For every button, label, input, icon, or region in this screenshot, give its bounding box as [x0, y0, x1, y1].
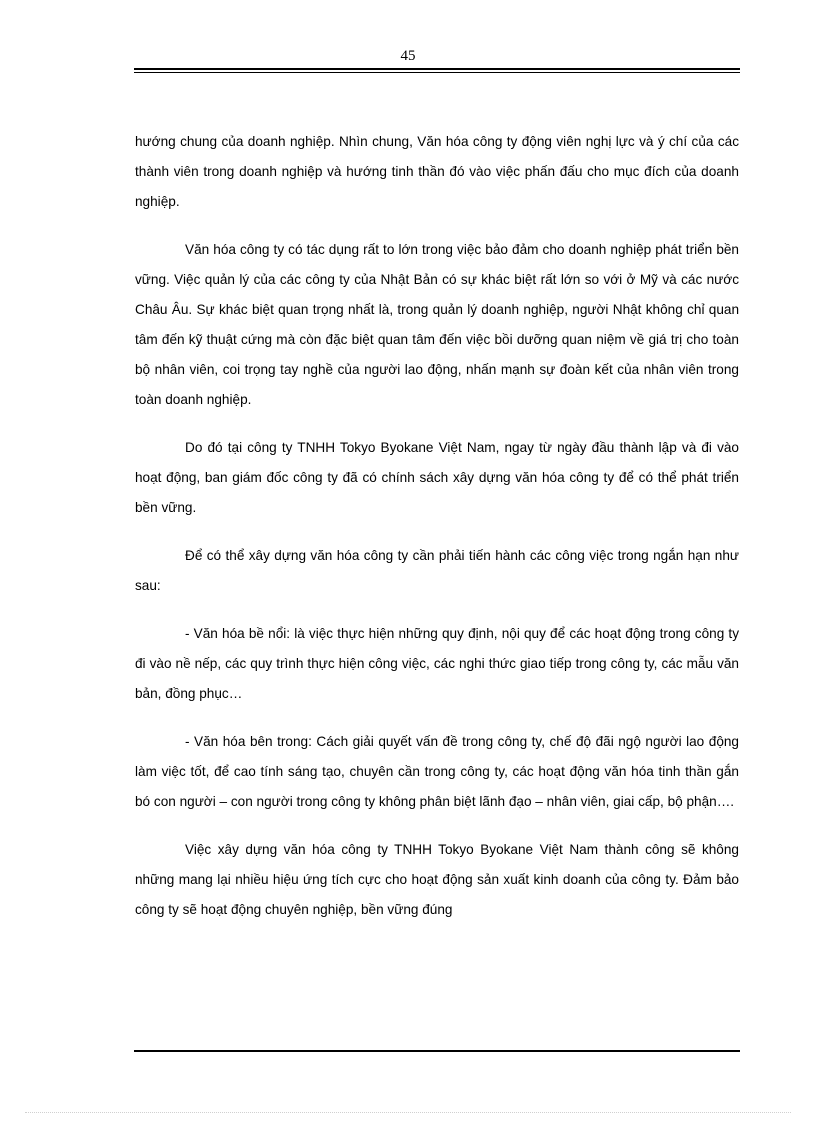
- page-bottom-edge: [25, 1112, 791, 1113]
- paragraph-company-policy: Do đó tại công ty TNHH Tokyo Byokane Việt Nam, ngay từ ngày đầu thành lập và đi vào hoạt động, ban giám đốc công ty đã có chính sách xây dựng văn hóa công ty để có thể phát triển bền vững.: [135, 440, 739, 515]
- header-rule-thin: [134, 72, 740, 73]
- paragraph-culture-impact: Văn hóa công ty có tác dụng rất to lớn trong việc bảo đảm cho doanh nghiệp phát triển bền vững. Việc quản lý của các công ty của Nhật Bản có sự khác biệt rất lớn so với ở Mỹ và các nước Châu Âu. Sự khác biệt quan trọng nhất là, trong quản lý doanh nghiệp, người Nhật không chỉ quan tâm đến kỹ thuật cứng mà còn đặc biệt quan tâm đến việc bồi dưỡng quan niệm về giá trị cho toàn bộ nhân viên, coi trọng tay nghề của người lao động, nhấn mạnh sự đoàn kết của nhân viên trong toàn doanh nghiệp.: [135, 242, 739, 407]
- paragraph-inner-culture: - Văn hóa bên trong: Cách giải quyết vấn đề trong công ty, chế độ đãi ngộ người lao động làm việc tốt, để cao tính sáng tạo, chuyên cần trong công ty, các hoạt động văn hóa tinh thần gắn bó con người – con người trong công ty không phân biệt lãnh đạo – nhân viên, giai cấp, bộ phận….: [135, 734, 739, 809]
- paragraph-continuation: hướng chung của doanh nghiệp. Nhìn chung, Văn hóa công ty động viên nghị lực và ý chí của các thành viên trong doanh nghiệp và hướng tinh thần đó vào việc phấn đấu cho mục đích của doanh nghiệp.: [135, 134, 739, 209]
- document-body: [135, 127, 739, 943]
- paragraph-surface-culture: - Văn hóa bề nổi: là việc thực hiện những quy định, nội quy để các hoạt động trong công ty đi vào nề nếp, các quy trình thực hiện công việc, các nghi thức giao tiếp trong công ty, các mẫu văn bản, đồng phục…: [135, 626, 739, 701]
- footer-rule: [134, 1050, 740, 1052]
- paragraph-short-term-tasks: Để có thể xây dựng văn hóa công ty cần phải tiến hành các công việc trong ngắn hạn như sau:: [135, 548, 739, 593]
- page-number: 45: [400, 48, 416, 64]
- header-rule-thick: [134, 68, 740, 70]
- paragraph-conclusion: Việc xây dựng văn hóa công ty TNHH Tokyo Byokane Việt Nam thành công sẽ không những mang lại nhiều hiệu ứng tích cực cho hoạt động sản xuất kinh doanh của công ty. Đảm bảo công ty sẽ hoạt động chuyên nghiệp, bền vững đúng: [135, 842, 739, 917]
